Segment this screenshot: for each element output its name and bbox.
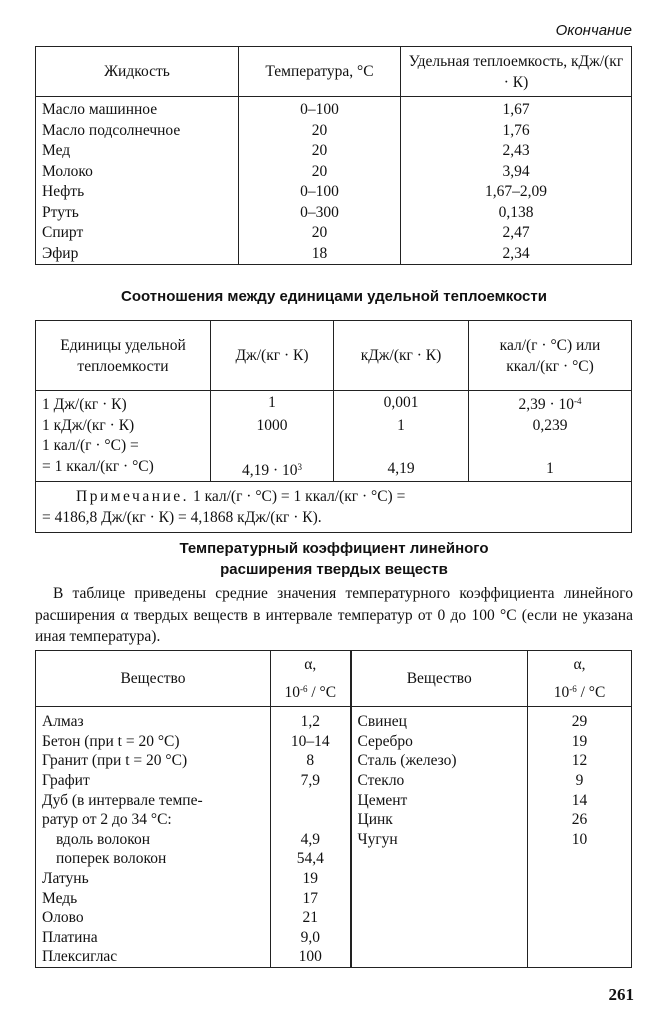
substance-cell: Сталь (железо)	[351, 751, 528, 771]
unit-conversion-table	[35, 320, 632, 533]
header-alpha-right: α, $10^{-6} / ^\circ С$	[528, 651, 632, 707]
table3-body	[36, 707, 632, 968]
table-row	[36, 244, 632, 265]
intro-paragraph: В таблице приведены средние значения температурного коэффициента линейного расширения α твердых веществ в интервале температур от 0 до 100 °С (если не указана иная температура).	[35, 585, 633, 645]
temperature-cell: 18	[239, 244, 401, 265]
substance-cell: Стекло	[351, 771, 528, 791]
table-row	[36, 223, 632, 244]
liquids-heat-capacity-table	[35, 46, 632, 265]
alpha-cell: 10–14	[271, 732, 351, 752]
heat-capacity-cell: 3,94	[401, 162, 632, 183]
table-row: 1 кал/(г · °С) =	[36, 436, 632, 457]
table-row	[36, 849, 632, 869]
alpha-cell: 10	[528, 830, 632, 850]
alpha-cell: 19	[528, 732, 632, 752]
liquid-cell: Масло подсолнечное	[36, 121, 239, 142]
continuation-label: Окончание	[555, 22, 632, 39]
substance-cell: Графит	[36, 771, 271, 791]
table-row	[36, 707, 632, 732]
temperature-cell: 20	[239, 121, 401, 142]
liquid-cell: Масло машинное	[36, 97, 239, 121]
substance-cell: ратур от 2 до 34 °С:	[36, 810, 271, 830]
substance-cell: Олово	[36, 908, 271, 928]
substance-cell	[351, 869, 528, 889]
alpha-cell	[528, 889, 632, 909]
alpha-cell: 9,0	[271, 928, 351, 948]
temperature-cell: 20	[239, 141, 401, 162]
substance-cell: Серебро	[351, 732, 528, 752]
heat-capacity-cell: 2,47	[401, 223, 632, 244]
alpha-cell: 1,2	[271, 707, 351, 732]
alpha-cell: 7,9	[271, 771, 351, 791]
page-number: 261	[608, 985, 634, 1004]
section-title-unit-relations: Соотношения между единицами удельной теплоемкости	[121, 288, 547, 305]
linear-expansion-table	[35, 650, 632, 968]
alpha-cell: 26	[528, 810, 632, 830]
alpha-cell	[271, 810, 351, 830]
table-row	[36, 928, 632, 948]
temperature-cell: 20	[239, 223, 401, 244]
alpha-cell: 17	[271, 889, 351, 909]
table-row	[36, 162, 632, 183]
substance-cell: Гранит (при t = 20 °С)	[36, 751, 271, 771]
table-row	[36, 751, 632, 771]
header-heat-capacity: Удельная теплоемкость, кДж/(кг · К)	[401, 47, 632, 97]
substance-cell: Плексиглас	[36, 947, 271, 967]
substance-cell: Бетон (при t = 20 °С)	[36, 732, 271, 752]
liquid-cell: Нефть	[36, 182, 239, 203]
substance-cell	[351, 908, 528, 928]
heat-capacity-cell: 1,67	[401, 97, 632, 121]
header-kj: кДж/(кг · К)	[334, 321, 469, 391]
liquid-cell: Мед	[36, 141, 239, 162]
substance-cell: Дуб (в интервале темпе-	[36, 790, 271, 810]
table-row	[36, 830, 632, 850]
note-row: Примечание. 1 кал/(г · °С) = 1 ккал/(кг · °С) = = 4186,8 Дж/(кг · К) = 4,1868 кДж/(кг · К).	[36, 482, 632, 533]
substance-cell: Цемент	[351, 790, 528, 810]
substance-cell	[351, 947, 528, 967]
header-units: Единицы удельной теплоемкости	[36, 321, 211, 391]
alpha-cell: 54,4	[271, 849, 351, 869]
substance-cell	[351, 928, 528, 948]
table-row	[36, 97, 632, 121]
liquid-cell: Ртуть	[36, 203, 239, 224]
header-j: Дж/(кг · К)	[211, 321, 334, 391]
alpha-cell	[528, 947, 632, 967]
temperature-cell: 0–100	[239, 182, 401, 203]
heat-capacity-cell: 1,67–2,09	[401, 182, 632, 203]
section-title-expansion-line1: Температурный коэффициент линейного	[179, 540, 489, 557]
substance-cell: Чугун	[351, 830, 528, 850]
alpha-cell	[528, 928, 632, 948]
table-row	[36, 771, 632, 791]
header-substance-left: Вещество	[36, 651, 271, 707]
substance-cell	[351, 889, 528, 909]
alpha-cell: 19	[271, 869, 351, 889]
substance-cell: Свинец	[351, 707, 528, 732]
table-row	[36, 790, 632, 810]
substance-cell	[351, 849, 528, 869]
alpha-cell	[528, 908, 632, 928]
substance-cell: Латунь	[36, 869, 271, 889]
alpha-cell: 100	[271, 947, 351, 967]
temperature-cell: 0–100	[239, 97, 401, 121]
table-row	[36, 732, 632, 752]
liquid-cell: Эфир	[36, 244, 239, 265]
alpha-cell: 14	[528, 790, 632, 810]
header-temperature: Температура, °С	[239, 47, 401, 97]
table-row	[36, 182, 632, 203]
section-title-expansion-line2: расширения твердых веществ	[220, 561, 448, 578]
alpha-cell	[528, 869, 632, 889]
alpha-cell: 29	[528, 707, 632, 732]
substance-cell: Платина	[36, 928, 271, 948]
temperature-cell: 20	[239, 162, 401, 183]
substance-cell: вдоль волокон	[36, 830, 271, 850]
alpha-cell: 9	[528, 771, 632, 791]
substance-cell: Цинк	[351, 810, 528, 830]
alpha-cell: 8	[271, 751, 351, 771]
header-liquid: Жидкость	[36, 47, 239, 97]
alpha-cell: 21	[271, 908, 351, 928]
table-row	[36, 889, 632, 909]
table-row: 1 кДж/(кг · К) 1000 1 0,239	[36, 416, 632, 437]
heat-capacity-cell: 0,138	[401, 203, 632, 224]
substance-cell: Медь	[36, 889, 271, 909]
table-row	[36, 121, 632, 142]
alpha-cell	[271, 790, 351, 810]
heat-capacity-cell: 1,76	[401, 121, 632, 142]
table1-body	[36, 97, 632, 265]
liquid-cell: Молоко	[36, 162, 239, 183]
table-row	[36, 810, 632, 830]
liquid-cell: Спирт	[36, 223, 239, 244]
temperature-cell: 0–300	[239, 203, 401, 224]
table-row	[36, 141, 632, 162]
table-row	[36, 869, 632, 889]
table-row	[36, 203, 632, 224]
table-row: 1 Дж/(кг · К) 1 0,001 $2,39 \cdot 10^{-4}$	[36, 391, 632, 416]
header-cal: кал/(г · °С) или ккал/(кг · °С)	[469, 321, 632, 391]
substance-cell: Алмаз	[36, 707, 271, 732]
header-substance-right: Вещество	[351, 651, 528, 707]
table-row	[36, 908, 632, 928]
heat-capacity-cell: 2,43	[401, 141, 632, 162]
header-alpha-left: α, $10^{-6} / ^\circ С$	[271, 651, 351, 707]
alpha-cell: 4,9	[271, 830, 351, 850]
table-row	[36, 947, 632, 967]
heat-capacity-cell: 2,34	[401, 244, 632, 265]
substance-cell: поперек волокон	[36, 849, 271, 869]
note-label: Примечание.	[76, 488, 190, 505]
alpha-cell: 12	[528, 751, 632, 771]
table-row: = 1 ккал/(кг · °С) $4,19 \cdot 10^3$ 4,19 1	[36, 457, 632, 482]
alpha-cell	[528, 849, 632, 869]
